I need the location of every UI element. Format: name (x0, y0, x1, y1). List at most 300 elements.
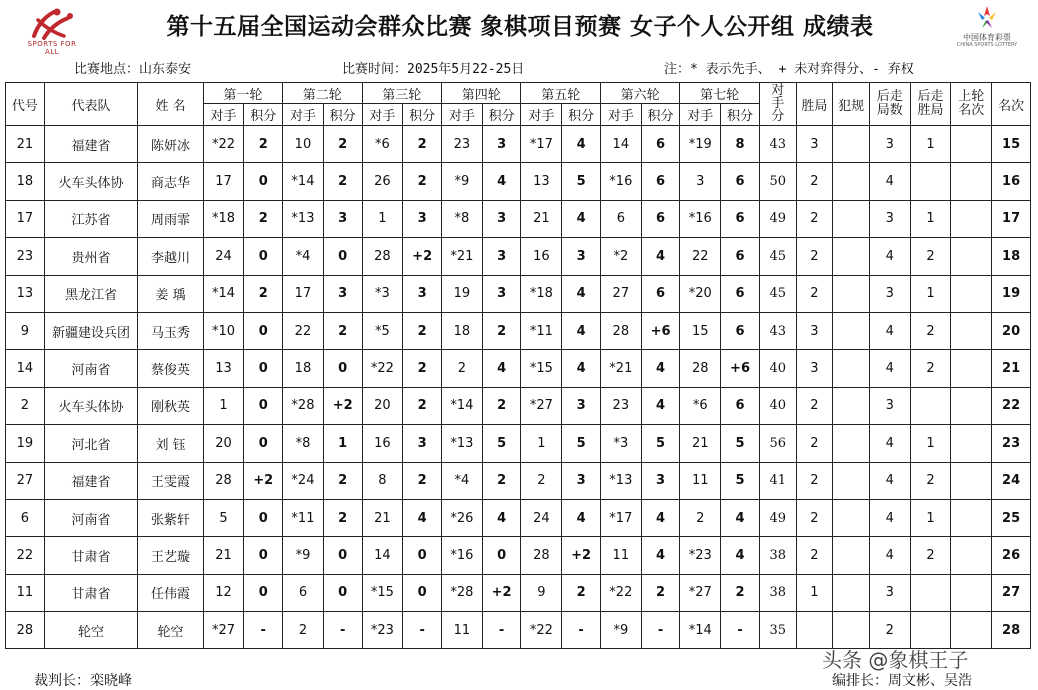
legend-note: 注：* 表示先手、 + 未对弈得分、- 弃权 (664, 62, 914, 77)
cell-name: 刚秋英 (138, 387, 203, 424)
cell-points: 6 (641, 275, 680, 312)
cell-fouls (833, 425, 870, 462)
cell-points: 2 (482, 462, 521, 499)
cell-fouls (833, 200, 870, 237)
sub-opponent: 对手 (203, 104, 244, 126)
cell-team: 火车头体协 (44, 163, 138, 200)
cell-rank: 16 (992, 163, 1031, 200)
cell-wins: 3 (796, 312, 833, 349)
cell-opponent: 16 (521, 238, 562, 275)
cell-opponent: 23 (442, 126, 483, 163)
cell-wins: 2 (796, 462, 833, 499)
lottery-logo-icon (952, 4, 1022, 32)
cell-points: 6 (721, 387, 760, 424)
cell-points: +2 (562, 537, 601, 574)
cell-black-games: 4 (869, 312, 910, 349)
cell-points: 0 (323, 537, 362, 574)
cell-name: 李越川 (138, 238, 203, 275)
col-black-games (869, 83, 910, 126)
cell-opponent: 18 (442, 312, 483, 349)
cell-code: 28 (6, 612, 45, 649)
cell-opponent: 17 (283, 275, 324, 312)
cell-code: 21 (6, 126, 45, 163)
cell-code: 18 (6, 163, 45, 200)
cell-name: 王雯霞 (138, 462, 203, 499)
cell-black-games: 2 (869, 612, 910, 649)
cell-opponent: *6 (362, 126, 403, 163)
cell-wins: 3 (796, 126, 833, 163)
col-black-wins-label: 后走胜局 (917, 89, 944, 118)
cell-points: 4 (562, 126, 601, 163)
cell-points: 4 (562, 275, 601, 312)
watermark-text: 头条 @象棋王子 (822, 648, 969, 672)
cell-code: 13 (6, 275, 45, 312)
cell-opponent: 13 (203, 350, 244, 387)
cell-points: 2 (244, 126, 283, 163)
arrangers-text: 编排长：周文彬、吴浩 (832, 673, 972, 689)
logo-left-text: SPORTS FOR ALL (27, 40, 77, 56)
cell-opponent: 14 (600, 126, 641, 163)
cell-fouls (833, 462, 870, 499)
cell-opponent: *26 (442, 499, 483, 536)
cell-points: 2 (403, 350, 442, 387)
col-round-4: 第四轮 (442, 83, 521, 104)
cell-prev-rank (951, 425, 992, 462)
cell-black-games: 3 (869, 387, 910, 424)
cell-opponent: *17 (521, 126, 562, 163)
cell-black-wins: 2 (910, 462, 951, 499)
time-text: 比赛时间：2025年5月22-25日 (342, 62, 525, 77)
cell-points: 6 (721, 238, 760, 275)
cell-points: +2 (403, 238, 442, 275)
cell-team: 河南省 (44, 499, 138, 536)
cell-opponent: *8 (442, 200, 483, 237)
cell-points: 2 (323, 499, 362, 536)
cell-points: 3 (482, 126, 521, 163)
cell-opp-score: 41 (759, 462, 796, 499)
cell-points: 4 (562, 312, 601, 349)
page-header (0, 0, 1038, 56)
table-row (6, 537, 1031, 574)
cell-points: 0 (323, 350, 362, 387)
col-prev-rank-label: 上轮名次 (958, 89, 985, 118)
col-round-7: 第七轮 (680, 83, 759, 104)
cell-points: 4 (482, 499, 521, 536)
cell-opponent: *3 (600, 425, 641, 462)
sub-points: 积分 (562, 104, 601, 126)
col-team: 代表队 (44, 83, 138, 126)
cell-wins: 3 (796, 350, 833, 387)
cell-rank: 26 (992, 537, 1031, 574)
cell-opponent: *5 (362, 312, 403, 349)
cell-points: 8 (721, 126, 760, 163)
cell-points: 0 (482, 537, 521, 574)
cell-opponent: *27 (521, 387, 562, 424)
cell-opponent: 17 (203, 163, 244, 200)
cell-opponent: *13 (283, 200, 324, 237)
cell-fouls (833, 312, 870, 349)
cell-code: 19 (6, 425, 45, 462)
cell-black-games: 3 (869, 574, 910, 611)
cell-opponent: 21 (680, 425, 721, 462)
header-row-1 (6, 83, 1031, 104)
cell-points: 5 (721, 425, 760, 462)
cell-black-wins: 1 (910, 499, 951, 536)
cell-name: 商志华 (138, 163, 203, 200)
cell-opponent: 24 (203, 238, 244, 275)
cell-points: 2 (323, 462, 362, 499)
cell-points: 6 (721, 200, 760, 237)
cell-black-games: 4 (869, 499, 910, 536)
cell-opponent: *13 (442, 425, 483, 462)
cell-points: 3 (403, 200, 442, 237)
cell-points: 2 (323, 312, 362, 349)
cell-points: - (244, 612, 283, 649)
venue-text: 比赛地点：山东泰安 (74, 62, 192, 77)
cell-opponent: *10 (203, 312, 244, 349)
table-row (6, 312, 1031, 349)
cell-opponent: *22 (600, 574, 641, 611)
cell-prev-rank (951, 462, 992, 499)
table-row (6, 163, 1031, 200)
col-round-5: 第五轮 (521, 83, 600, 104)
logo-right-cn: 中国体育彩票 (963, 33, 1011, 42)
cell-opponent: 3 (680, 163, 721, 200)
cell-opponent: 19 (442, 275, 483, 312)
cell-points: +6 (641, 312, 680, 349)
cell-opponent: 20 (203, 425, 244, 462)
table-row (6, 462, 1031, 499)
cell-fouls (833, 499, 870, 536)
cell-points: 2 (403, 126, 442, 163)
col-prev-rank (951, 83, 992, 126)
cell-opponent: *13 (600, 462, 641, 499)
cell-points: 0 (244, 350, 283, 387)
chief-referee-text: 裁判长：栾晓峰 (34, 673, 132, 689)
cell-team: 福建省 (44, 126, 138, 163)
cell-opponent: 16 (362, 425, 403, 462)
cell-opponent: *6 (680, 387, 721, 424)
cell-rank: 27 (992, 574, 1031, 611)
cell-points: 4 (641, 499, 680, 536)
china-sports-lottery-logo (952, 4, 1022, 48)
cell-points: 6 (721, 275, 760, 312)
cell-black-wins (910, 574, 951, 611)
cell-opponent: 1 (203, 387, 244, 424)
cell-black-wins: 2 (910, 350, 951, 387)
cell-code: 9 (6, 312, 45, 349)
sub-opponent: 对手 (521, 104, 562, 126)
cell-prev-rank (951, 537, 992, 574)
cell-points: +2 (482, 574, 521, 611)
cell-points: 0 (244, 425, 283, 462)
col-black-wins (910, 83, 951, 126)
cell-name: 周雨霏 (138, 200, 203, 237)
table-row (6, 574, 1031, 611)
table-row (6, 350, 1031, 387)
cell-black-games: 4 (869, 163, 910, 200)
cell-points: 4 (562, 350, 601, 387)
sub-opponent: 对手 (600, 104, 641, 126)
sub-opponent: 对手 (362, 104, 403, 126)
cell-name: 王艺璇 (138, 537, 203, 574)
col-opp-score-label: 对手分 (771, 83, 785, 124)
table-row (6, 425, 1031, 462)
cell-opponent: 10 (283, 126, 324, 163)
cell-black-games: 4 (869, 537, 910, 574)
cell-points: 4 (641, 238, 680, 275)
cell-opponent: *22 (203, 126, 244, 163)
cell-points: 6 (721, 312, 760, 349)
cell-points: 2 (403, 387, 442, 424)
cell-points: 5 (562, 163, 601, 200)
cell-points: 0 (244, 537, 283, 574)
cell-opponent: *14 (283, 163, 324, 200)
cell-points: 2 (482, 387, 521, 424)
sub-points: 积分 (244, 104, 283, 126)
cell-opp-score: 38 (759, 537, 796, 574)
cell-points: 4 (562, 499, 601, 536)
cell-opponent: 22 (680, 238, 721, 275)
cell-opponent: *11 (521, 312, 562, 349)
cell-black-wins: 2 (910, 238, 951, 275)
table-row (6, 126, 1031, 163)
cell-points: 3 (482, 238, 521, 275)
cell-opponent: 28 (680, 350, 721, 387)
cell-points: 1 (323, 425, 362, 462)
cell-points: 6 (721, 163, 760, 200)
cell-opponent: 21 (203, 537, 244, 574)
cell-name: 张紫轩 (138, 499, 203, 536)
cell-name: 陈妍冰 (138, 126, 203, 163)
cell-points: - (721, 612, 760, 649)
cell-opponent: *9 (442, 163, 483, 200)
cell-points: 4 (641, 387, 680, 424)
cell-prev-rank (951, 126, 992, 163)
cell-name: 马玉秀 (138, 312, 203, 349)
cell-code: 22 (6, 537, 45, 574)
cell-points: 2 (244, 275, 283, 312)
cell-black-games: 3 (869, 275, 910, 312)
cell-points: 0 (323, 574, 362, 611)
cell-points: 2 (403, 312, 442, 349)
cell-points: +2 (244, 462, 283, 499)
cell-points: 6 (641, 163, 680, 200)
cell-points: 2 (641, 574, 680, 611)
cell-opp-score: 40 (759, 387, 796, 424)
results-body (6, 126, 1031, 649)
cell-opponent: 11 (600, 537, 641, 574)
cell-black-games: 3 (869, 200, 910, 237)
cell-points: 0 (244, 574, 283, 611)
cell-black-wins: 1 (910, 200, 951, 237)
cell-points: 0 (323, 238, 362, 275)
cell-points: +2 (323, 387, 362, 424)
cell-opponent: *4 (442, 462, 483, 499)
cell-opponent: *8 (283, 425, 324, 462)
cell-points: - (403, 612, 442, 649)
cell-opponent: 14 (362, 537, 403, 574)
cell-opponent: 28 (203, 462, 244, 499)
cell-opponent: *23 (680, 537, 721, 574)
cell-fouls (833, 574, 870, 611)
cell-rank: 15 (992, 126, 1031, 163)
cell-opponent: 1 (362, 200, 403, 237)
cell-points: 4 (482, 163, 521, 200)
cell-rank: 28 (992, 612, 1031, 649)
cell-prev-rank (951, 499, 992, 536)
cell-points: 3 (482, 200, 521, 237)
cell-fouls (833, 163, 870, 200)
cell-opponent: 2 (283, 612, 324, 649)
cell-points: 5 (482, 425, 521, 462)
cell-black-wins: 1 (910, 275, 951, 312)
cell-fouls (833, 126, 870, 163)
cell-points: 4 (482, 350, 521, 387)
cell-opponent: *2 (600, 238, 641, 275)
cell-rank: 23 (992, 425, 1031, 462)
cell-points: 3 (562, 238, 601, 275)
cell-opponent: *18 (521, 275, 562, 312)
cell-rank: 18 (992, 238, 1031, 275)
cell-opponent: 11 (680, 462, 721, 499)
cell-wins: 2 (796, 275, 833, 312)
cell-opponent: 5 (203, 499, 244, 536)
cell-opponent: *11 (283, 499, 324, 536)
cell-points: 3 (323, 200, 362, 237)
sub-opponent: 对手 (680, 104, 721, 126)
info-bar (0, 58, 1038, 78)
cell-opp-score: 45 (759, 238, 796, 275)
cell-fouls (833, 537, 870, 574)
cell-name: 姜 瑀 (138, 275, 203, 312)
sub-points: 积分 (641, 104, 680, 126)
col-round-1: 第一轮 (203, 83, 282, 104)
cell-points: 4 (641, 537, 680, 574)
cell-points: 6 (641, 126, 680, 163)
cell-opp-score: 40 (759, 350, 796, 387)
cell-black-games: 4 (869, 350, 910, 387)
col-round-6: 第六轮 (600, 83, 679, 104)
cell-team: 福建省 (44, 462, 138, 499)
cell-points: 2 (403, 462, 442, 499)
cell-points: 2 (403, 163, 442, 200)
cell-black-games: 4 (869, 238, 910, 275)
national-fitness-logo (24, 6, 80, 56)
table-row (6, 499, 1031, 536)
cell-code: 2 (6, 387, 45, 424)
cell-black-wins (910, 387, 951, 424)
cell-opponent: *20 (680, 275, 721, 312)
cell-code: 11 (6, 574, 45, 611)
cell-opponent: 28 (600, 312, 641, 349)
cell-opponent: 28 (521, 537, 562, 574)
cell-opponent: *14 (203, 275, 244, 312)
cell-points: - (323, 612, 362, 649)
cell-code: 17 (6, 200, 45, 237)
cell-opp-score: 38 (759, 574, 796, 611)
sub-opponent: 对手 (283, 104, 324, 126)
cell-points: 5 (721, 462, 760, 499)
cell-opponent: 22 (283, 312, 324, 349)
cell-opponent: *3 (362, 275, 403, 312)
cell-opponent: *18 (203, 200, 244, 237)
cell-points: 5 (562, 425, 601, 462)
cell-team: 火车头体协 (44, 387, 138, 424)
cell-fouls (833, 238, 870, 275)
cell-points: 0 (244, 238, 283, 275)
cell-opp-score: 49 (759, 499, 796, 536)
cell-opp-score: 43 (759, 126, 796, 163)
cell-rank: 17 (992, 200, 1031, 237)
cell-team: 河南省 (44, 350, 138, 387)
cell-points: 3 (403, 275, 442, 312)
cell-points: 0 (403, 574, 442, 611)
cell-points: - (562, 612, 601, 649)
cell-opponent: *28 (283, 387, 324, 424)
cell-wins: 1 (796, 574, 833, 611)
cell-opponent: 28 (362, 238, 403, 275)
cell-opponent: 23 (600, 387, 641, 424)
sub-points: 积分 (721, 104, 760, 126)
cell-opponent: *15 (362, 574, 403, 611)
table-row (6, 275, 1031, 312)
cell-points: 2 (323, 163, 362, 200)
col-name: 姓 名 (138, 83, 203, 126)
cell-name: 刘 钰 (138, 425, 203, 462)
cell-fouls (833, 275, 870, 312)
cell-opponent: 26 (362, 163, 403, 200)
cell-points: - (482, 612, 521, 649)
cell-wins: 2 (796, 387, 833, 424)
cell-opp-score: 50 (759, 163, 796, 200)
fitness-logo-icon (24, 6, 80, 42)
col-opp-score (759, 83, 796, 126)
cell-points: 3 (641, 462, 680, 499)
cell-points: +6 (721, 350, 760, 387)
cell-opponent: *27 (203, 612, 244, 649)
cell-opponent: 21 (521, 200, 562, 237)
cell-points: 2 (562, 574, 601, 611)
cell-black-wins: 2 (910, 312, 951, 349)
cell-points: - (641, 612, 680, 649)
sub-points: 积分 (403, 104, 442, 126)
cell-opponent: *28 (442, 574, 483, 611)
cell-opponent: *24 (283, 462, 324, 499)
cell-wins: 2 (796, 238, 833, 275)
cell-points: 4 (562, 200, 601, 237)
table-row (6, 238, 1031, 275)
sub-points: 积分 (323, 104, 362, 126)
cell-opponent: 24 (521, 499, 562, 536)
cell-wins: 2 (796, 499, 833, 536)
cell-opponent: 6 (283, 574, 324, 611)
cell-opp-score: 45 (759, 275, 796, 312)
cell-code: 14 (6, 350, 45, 387)
cell-prev-rank (951, 163, 992, 200)
cell-opponent: 13 (521, 163, 562, 200)
cell-wins: 2 (796, 200, 833, 237)
col-wins: 胜局 (796, 83, 833, 126)
cell-code: 6 (6, 499, 45, 536)
cell-points: 4 (721, 537, 760, 574)
col-round-2: 第二轮 (283, 83, 362, 104)
results-table (5, 82, 1031, 649)
col-code: 代号 (6, 83, 45, 126)
cell-points: 0 (244, 312, 283, 349)
cell-team: 轮空 (44, 612, 138, 649)
cell-team: 河北省 (44, 425, 138, 462)
